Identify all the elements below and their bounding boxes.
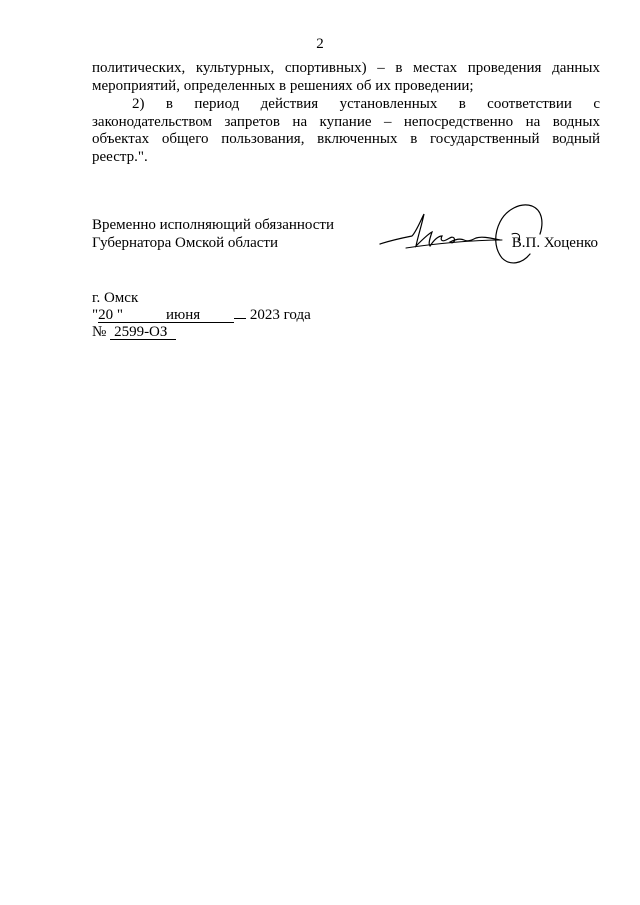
date-open-quote: " [92,307,99,323]
signing-city: г. Омск [92,290,139,306]
date-year: 2023 года [249,307,311,323]
number-sign: № [92,324,107,340]
date-day: 20 " [98,308,132,323]
paragraph-text: политических, культурных, спортивных) – в местах проведения данных мероприятий, определенных в решениях об их проведении; [92,60,600,94]
signatory-position [92,216,334,252]
document-number [92,323,176,341]
page-number: 2 [316,36,324,52]
paragraph-text: 2) в период действия установленных в соответствии с законодательством запретов на купание – непосредственно на водных объектах общего пользования, включенных в государственный водный реестр.". [92,96,600,165]
number-value: 2599-ОЗ [110,325,176,340]
position-line-1: Временно исполняющий обязанности [92,217,335,233]
signatory-name: В.П. Хоценко [511,235,598,251]
date-underline [234,318,246,319]
paragraph-item-2 [92,96,600,166]
paragraph-continuation [92,60,600,95]
position-line-2: Губернатора Омской области [92,235,278,251]
date-month: июня [132,308,234,323]
signing-date [92,306,311,324]
